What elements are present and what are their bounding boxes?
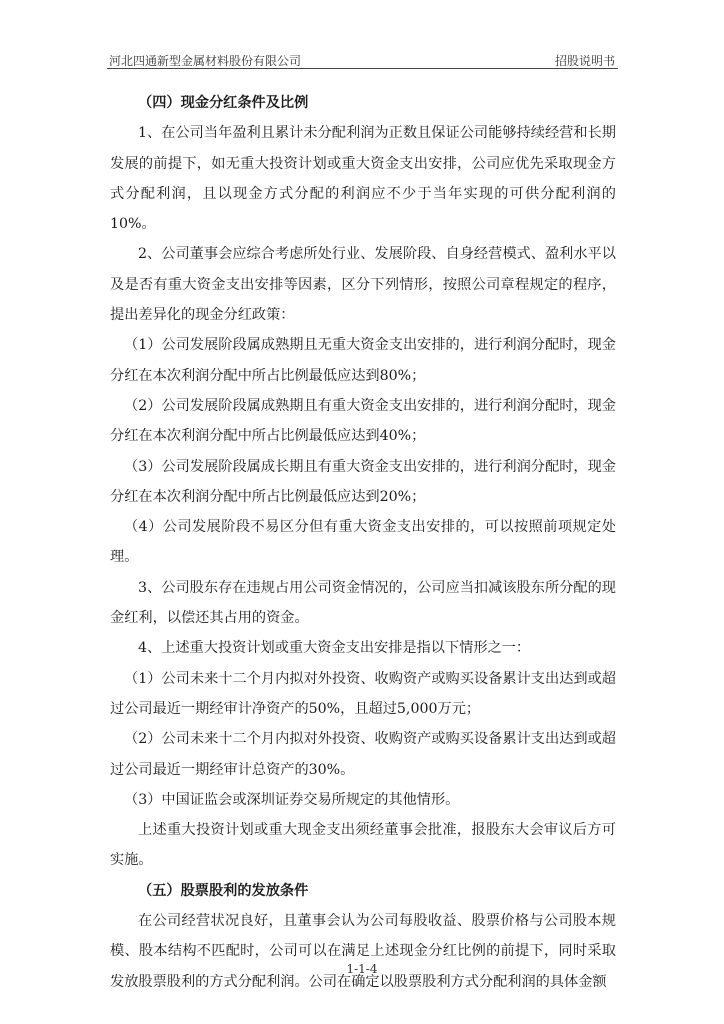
paragraph-4-item-3: （3）中国证监会或深圳证券交易所规定的其他情形。 — [124, 791, 460, 808]
paragraph-4-item-2: （2）公司未来十二个月内拟对外投资、收购资产或购买设备累计支出达到或超过公司最近一期经审计总资产的30%。 — [110, 731, 616, 778]
page-header — [107, 50, 617, 70]
paragraph-2-item-3: （3）公司发展阶段属成长期且有重大资金支出安排的，进行利润分配时，现金分红在本次利润分配中所占比例最低应达到20%； — [110, 458, 616, 505]
paragraph-6: 在公司经营状况良好，且董事会认为公司每股收益、股票价格与公司股本规模、股本结构不匹配时，公司可以在满足上述现金分红比例的前提下，同时采取发放股票股利的方式分配利润。公司在确定以股票股利方式分配利润的具体金额 — [110, 913, 616, 990]
page-number: 1-1-4 — [346, 962, 378, 976]
paragraph-2-item-4: （4）公司发展阶段不易区分但有重大资金支出安排的，可以按照前项规定处理。 — [110, 519, 616, 566]
paragraph-3: 3、公司股东存在违规占用公司资金情况的，公司应当扣减该股东所分配的现金红利，以偿还其占用的资金。 — [110, 579, 616, 627]
paragraph-4-item-1: （1）公司未来十二个月内拟对外投资、收购资产或购买设备累计支出达到或超过公司最近一期经审计净资产的50%，且超过5,000万元； — [110, 670, 616, 717]
header-divider — [107, 68, 618, 69]
document-body — [110, 88, 616, 997]
header-document-type: 招股说明书 — [554, 54, 615, 68]
paragraph-2-item-2: （2）公司发展阶段属成熟期且有重大资金支出安排的，进行利润分配时，现金分红在本次利润分配中所占比例最低应达到40%； — [110, 397, 616, 445]
header-company-name: 河北四通新型金属材料股份有限公司 — [109, 54, 302, 68]
paragraph-5: 上述重大投资计划或重大现金支出须经董事会批准，报股东大会审议后方可实施。 — [110, 822, 616, 869]
paragraph-4: 4、上述重大投资计划或重大资金支出安排是指以下情形之一： — [138, 640, 531, 657]
section-heading-stock-dividend: （五）股票股利的发放条件 — [138, 882, 309, 899]
paragraph-1: 1、在公司当年盈利且累计未分配利润为正数且保证公司能够持续经营和长期发展的前提下，如无重大投资计划或重大资金支出安排，公司应优先采取现金方式分配利润，且以现金方式分配的利润应不少于当年实现的可供分配利润的10%。 — [110, 125, 616, 233]
section-heading-cash-dividend: （四）现金分红条件及比例 — [138, 95, 309, 111]
paragraph-2: 2、公司董事会应综合考虑所处行业、发展阶段、自身经营模式、盈利水平以及是否有重大资金支出安排等因素，区分下列情形，按照公司章程规定的程序，提出差异化的现金分红政策： — [110, 246, 616, 324]
paragraph-2-item-1: （1）公司发展阶段属成熟期且无重大资金支出安排的，进行利润分配时，现金分红在本次利润分配中所占比例最低应达到80%； — [110, 337, 616, 384]
